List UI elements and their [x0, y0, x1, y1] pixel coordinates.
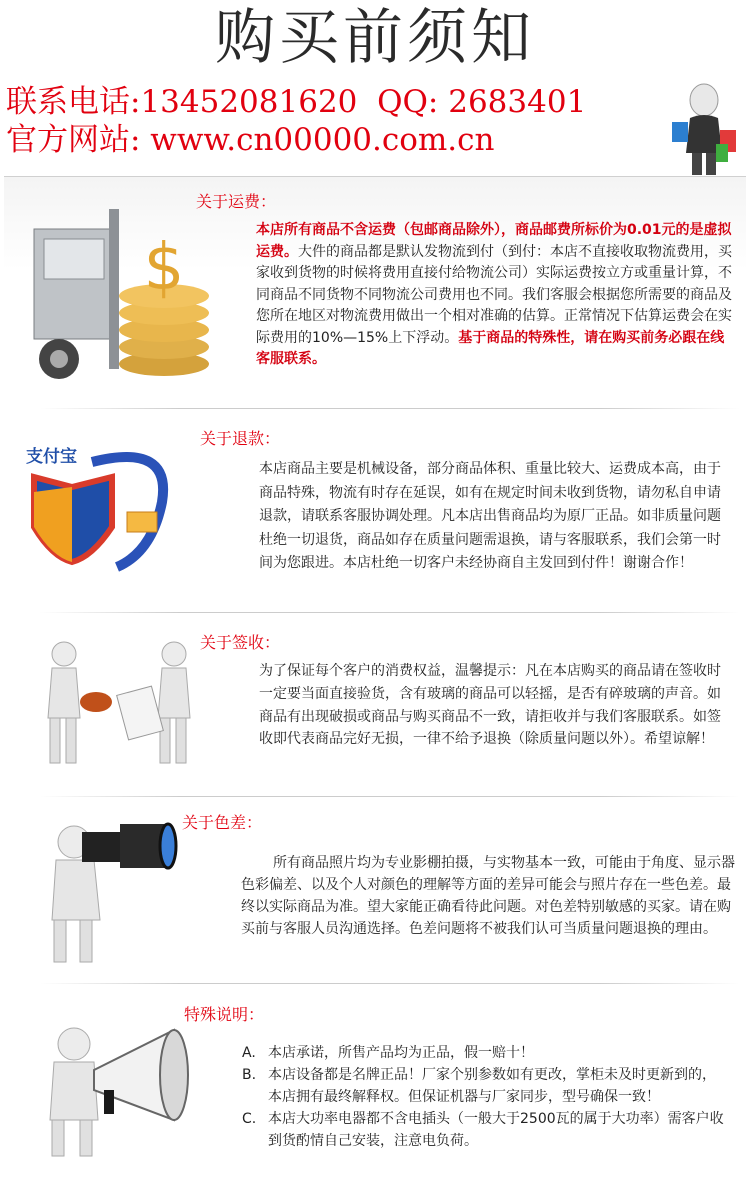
list-item-text: 本店设备都是名牌正品！厂家个别参数如有更改，掌柜未及时更新到的，本店拥有最终解释权。但保证机器与厂家同步，型号确保一致！	[268, 1067, 716, 1105]
divider	[40, 612, 740, 613]
signing-heading: 关于签收：	[200, 633, 281, 652]
section-special-notes	[4, 988, 746, 1188]
shipping-body	[256, 220, 736, 371]
list-item-text: 本店大功率电器都不含电插头（一般大于2500瓦的属于大功率）需客户收到货酌情自己安装，注意电负荷。	[268, 1111, 724, 1149]
list-marker: B.	[242, 1067, 257, 1083]
signing-body: 为了保证每个客户的消费权益，温馨提示：凡在本店购买的商品请在签收时一定要当面直接验货，含有玻璃的商品可以轻摇，是否有碎玻璃的声音。如商品有出现破损或商品与购买商品不一致，请拒收并与我们客服联系。如签收即代表商品完好无损，一律不给予退换（除质量问题以外）。希望谅解！	[259, 663, 721, 748]
list-marker: C.	[242, 1111, 257, 1127]
special-list	[242, 1042, 727, 1152]
refund-body: 本店商品主要是机械设备，部分商品体积、重量比较大、运费成本高，由于商品特殊，物流有时存在延误，如有在规定时间未收到货物，请勿私自申请退款，请联系客服协调处理。凡本店出售商品均为原厂正品。如非质量问题杜绝一切退货，商品如存在质量问题需退换，请与客服联系，我们会第一时间为您跟进。本店杜绝一切客户未经协商自主发回到付件！谢谢合作！	[259, 461, 721, 571]
megaphone-figure-icon	[34, 1010, 204, 1160]
special-heading: 特殊说明：	[184, 1005, 265, 1024]
section-signing	[4, 616, 746, 796]
shipping-highlight-end: 基于商品的特殊性，请在购买前务必跟在线客服联系。	[256, 329, 725, 367]
color-heading: 关于色差：	[182, 813, 263, 832]
svg-text:$: $	[143, 231, 185, 305]
forklift-money-icon	[14, 189, 214, 389]
list-marker: A.	[242, 1045, 256, 1061]
list-item	[242, 1064, 727, 1108]
shipping-text: 大件的商品都是默认发物流到付（到付：本店不直接收取物流费用，买家收到货物的时候将费用直接付给物流公司）实际运费按立方或重量计算，不同商品不同货物不同物流公司费用也不同。我们客服会根据您所需要的商品及您所在地区对物流费用做出一个相对准确的估算。正常情况下估算运费会在实际费用的10%—15%上下浮动。	[256, 243, 732, 346]
contact-phone-qq: 联系电话:13452081620 QQ: 2683401	[6, 84, 587, 120]
alipay-shield-icon	[22, 432, 182, 582]
section-color-difference	[4, 800, 746, 976]
color-body: 所有商品照片均为专业影棚拍摄，与实物基本一致，可能由于角度、显示器色彩偏差、以及个人对颜色的理解等方面的差异可能会与照片存在一些色差。最终以实际商品为准。望大家能正确看待此问题。对色差特别敏感的买家。请在购买前与客服人员沟通选择。色差问题将不被我们认可当质量问题退换的理由。	[241, 855, 735, 937]
shopper-figure-icon	[660, 78, 744, 178]
page-title: 购买前须知	[215, 3, 535, 73]
shipping-heading: 关于运费：	[196, 192, 277, 211]
delivery-figures-icon	[34, 640, 204, 770]
contact-website: 官方网站: www.cn00000.com.cn	[6, 122, 495, 158]
section-shipping	[4, 176, 746, 409]
list-item	[242, 1108, 727, 1152]
list-item-text: 本店承诺，所售产品均为正品，假一赔十！	[268, 1045, 534, 1061]
divider	[40, 983, 740, 984]
refund-heading: 关于退款：	[200, 429, 281, 448]
divider	[40, 408, 740, 409]
section-refund	[4, 412, 746, 612]
list-item	[242, 1042, 727, 1064]
divider	[40, 796, 740, 797]
photographer-camera-icon	[34, 810, 184, 970]
shipping-highlight-start: 本店所有商品不含运费（包邮商品除外），商品邮费所标价为0.01元的是虚拟运费。	[256, 222, 732, 260]
alipay-logo-text: 支付宝	[26, 447, 77, 467]
